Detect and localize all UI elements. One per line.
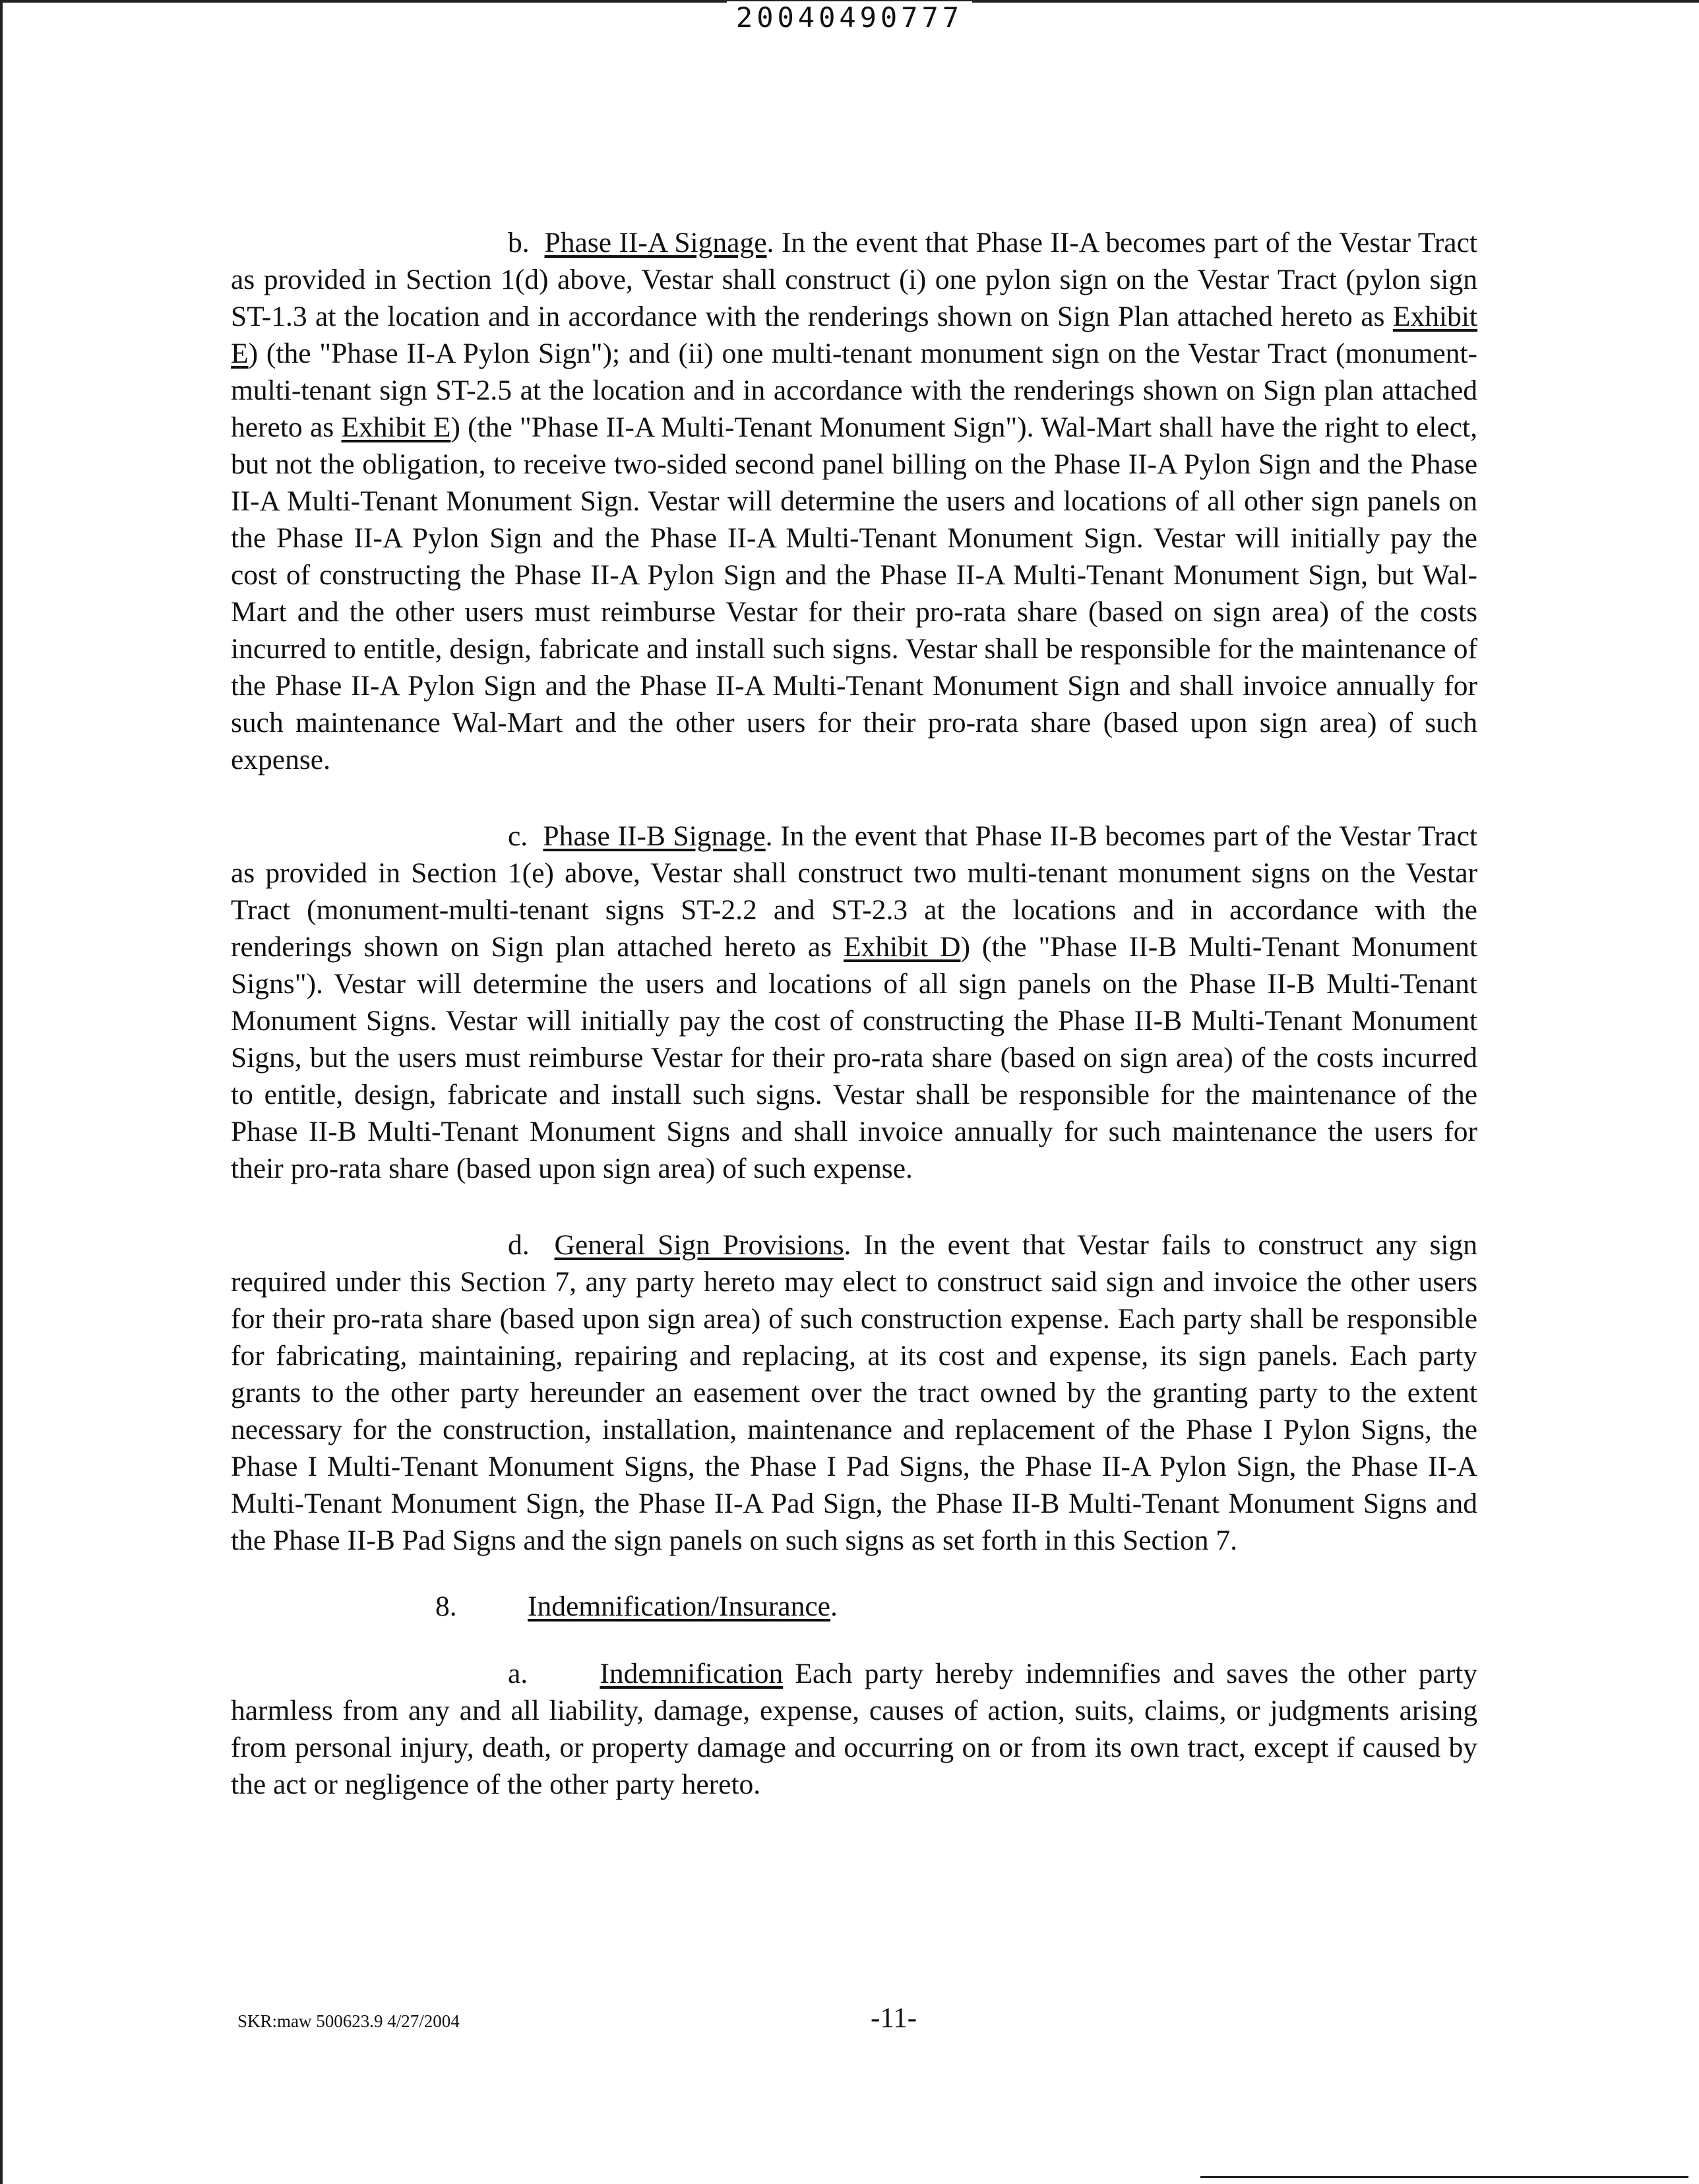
paragraph-d-text: . In the event that Vestar fails to construct any sign required under this Section 7, any party hereto may elect to construct said sign and invoice the other users for their pro-rata share (based upon sign area) of such construction expense. Each party shall be responsible for fabricating, maintaining, repairing and replacing, at its cost and expense, its sign panels. Each party grants to the other party hereunder an easement over the tract owned by the granting party to the extent necessary for the construction, installation, maintenance and replacement of the Phase I Pylon Signs, the Phase I Multi-Tenant Monument Signs, the Phase I Pad Signs, the Phase II-A Pylon Sign, the Phase II-A Multi-Tenant Monument Sign, the Phase II-A Pad Sign, the Phase II-B Multi-Tenant Monument Signs and the Phase II-B Pad Signs and the sign panels on such signs as set forth in this Section 7.	[231, 1229, 1478, 1556]
footer-page-number: -11-	[871, 2003, 917, 2034]
scan-border-bottom	[1200, 2176, 1688, 2178]
document-body	[231, 224, 1477, 1842]
paragraph-b-heading: Phase II-A Signage	[544, 227, 767, 258]
paragraph-8a	[231, 1655, 1477, 1803]
page-footer	[237, 2002, 1491, 2042]
paragraph-d-letter: d.	[508, 1229, 530, 1261]
paragraph-c-text-2: ) (the "Phase II-B Multi-Tenant Monument Signs"). Vestar will determine the users and locations of all sign panels on the Phase II-B Multi-Tenant Monument Signs. Vestar will initially pay the cost of constructing the Phase II-B Multi-Tenant Monument Signs, but the users must reimburse Vestar for their pro-rata share (based on sign area) of the costs incurred to entitle, design, fabricate and install such signs. Vestar shall be responsible for the maintenance of the Phase II-B Multi-Tenant Monument Signs and shall invoice annually for such maintenance the users for their pro-rata share (based upon sign area) of such expense.	[231, 931, 1477, 1184]
paragraph-c-heading: Phase II-B Signage	[543, 820, 766, 852]
paragraph-b-text-3: ) (the "Phase II-A Multi-Tenant Monument Sign"). Wal-Mart shall have the right to elect, but not the obligation, to receive two-sided second panel billing on the Phase II-A Pylon Sign and the Phase II-A Multi-Tenant Monument Sign. Vestar will determine the users and locations of all other sign panels on the Phase II-A Pylon Sign and the Phase II-A Multi-Tenant Monument Sign. Vestar will initially pay the cost of constructing the Phase II-A Pylon Sign and the Phase II-A Multi-Tenant Monument Sign, but Wal-Mart and the other users must reimburse Vestar for their pro-rata share (based on sign area) of the costs incurred to entitle, design, fabricate and install such signs. Vestar shall be responsible for the maintenance of the Phase II-A Pylon Sign and the Phase II-A Multi-Tenant Monument Sign and shall invoice annually for such maintenance Wal-Mart and the other users for their pro-rata share (based upon sign area) of such expense.	[231, 411, 1477, 775]
paragraph-b-letter: b.	[508, 227, 530, 258]
paragraph-c-exhibit: Exhibit D	[843, 931, 961, 963]
paragraph-b-text-1: . In the event that Phase II-A becomes part of the Vestar Tract as provided in Section 1(d) above, Vestar shall construct (i) one pylon sign on the Vestar Tract (pylon sign ST-1.3 at the location and in accordance with the renderings shown on Sign Plan attached hereto as	[231, 227, 1477, 332]
paragraph-d	[231, 1227, 1477, 1559]
paragraph-8a-heading: Indemnification	[600, 1658, 784, 1689]
scan-border-left	[0, 0, 3, 2184]
paragraph-8a-text: Each party hereby indemnifies and saves the other party harmless from any and all liability, damage, expense, causes of action, suits, claims, or judgments arising from personal injury, death, or property damage and occurring on or from its own tract, except if caused by the act or negligence of the other party hereto.	[231, 1658, 1478, 1800]
document-number-text: 20040490777	[727, 1, 972, 34]
paragraph-c-letter: c.	[508, 820, 528, 852]
paragraph-b	[231, 224, 1477, 778]
paragraph-c	[231, 818, 1477, 1187]
paragraph-c-text-1: . In the event that Phase II-B becomes part of the Vestar Tract as provided in Section 1(e) above, Vestar shall construct two multi-tenant monument signs on the Vestar Tract (monument-multi-tenant signs ST-2.2 and ST-2.3 at the locations and in accordance with the renderings shown on Sign plan attached hereto as	[231, 820, 1477, 963]
footer-document-id: SKR:maw 500623.9 4/27/2004	[237, 2011, 460, 2031]
document-number	[0, 1, 1699, 34]
section-8-number: 8.	[435, 1591, 457, 1622]
section-8-heading	[231, 1588, 1477, 1625]
paragraph-b-exhibit-1: Exhibit E	[231, 301, 1477, 369]
paragraph-d-heading: General Sign Provisions	[554, 1229, 844, 1261]
paragraph-b-exhibit-2: Exhibit E	[341, 411, 451, 443]
paragraph-b-text-2: ) (the "Phase II-A Pylon Sign"); and (ii) one multi-tenant monument sign on the Vestar Tract (monument-multi-tenant sign ST-2.5 at the location and in accordance with the renderings shown on Sign plan attached hereto as	[231, 338, 1477, 443]
section-8-title-end: .	[830, 1591, 838, 1622]
section-8-title: Indemnification/Insurance	[528, 1591, 830, 1622]
paragraph-8a-letter: a.	[508, 1658, 528, 1689]
